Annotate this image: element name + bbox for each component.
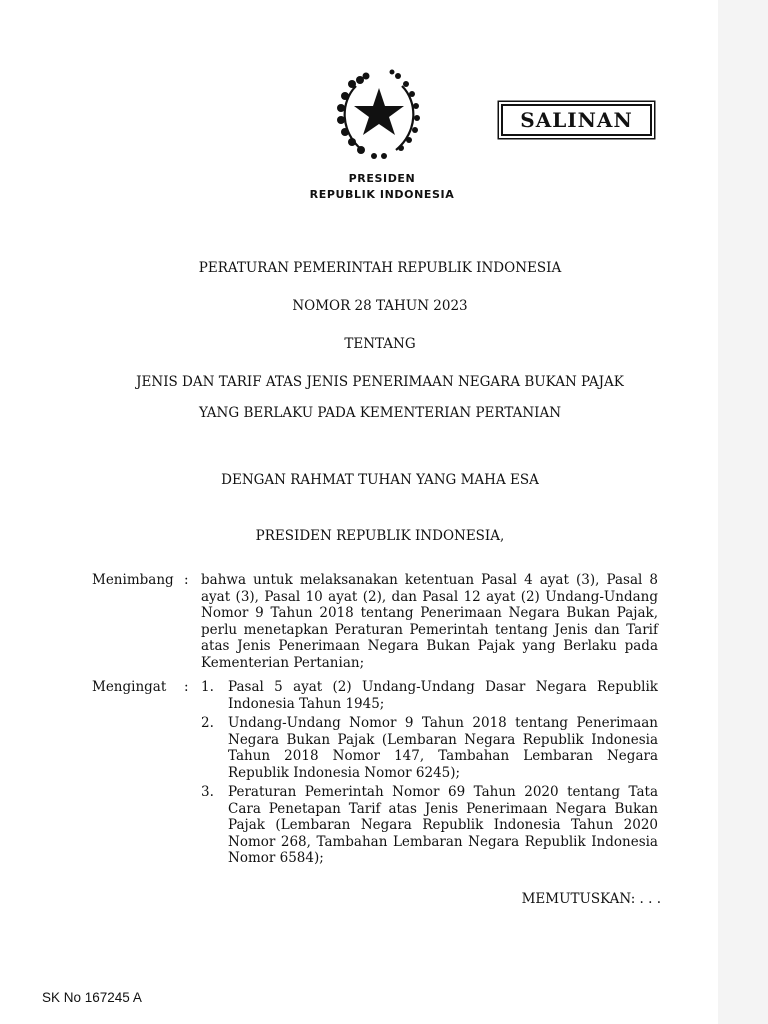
regulation-subject-line1: JENIS DAN TARIF ATAS JENIS PENERIMAAN NEGARA BUKAN PAJAK — [136, 374, 624, 390]
republik-indonesia-heading: REPUBLIK INDONESIA — [309, 188, 455, 201]
tentang-heading: TENTANG — [344, 336, 416, 352]
sk-number: SK No 167245 A — [42, 990, 142, 1005]
salinan-stamp: SALINAN — [501, 104, 652, 136]
regulation-number: NOMOR 28 TAHUN 2023 — [292, 298, 468, 314]
mengingat-item-text: Pasal 5 ayat (2) Undang-Undang Dasar Negara Republik Indonesia Tahun 1945; — [228, 679, 658, 712]
menimbang-colon: : — [184, 572, 189, 588]
mengingat-colon: : — [184, 679, 189, 695]
president-salutation: PRESIDEN REPUBLIK INDONESIA, — [255, 528, 505, 544]
garuda-star-emblem-icon — [326, 68, 432, 164]
regulation-title: PERATURAN PEMERINTAH REPUBLIK INDONESIA — [198, 260, 562, 276]
continuation-marker: MEMUTUSKAN: . . . — [521, 891, 661, 907]
invocation: DENGAN RAHMAT TUHAN YANG MAHA ESA — [221, 472, 539, 488]
mengingat-item-text: Undang-Undang Nomor 9 Tahun 2018 tentang Penerimaan Negara Bukan Pajak (Lembaran Negara Republik Indonesia Tahun 2018 Nomor 147, Tambahan Lembaran Negara Republik Indonesia Nomor 6245); — [228, 715, 658, 781]
menimbang-text: bahwa untuk melaksanakan ketentuan Pasal 4 ayat (3), Pasal 8 ayat (3), Pasal 10 ayat (2), dan Pasal 12 ayat (2) Undang-Undang Nomor 9 Tahun 2018 tentang Penerimaan Negara Bukan Pajak, perlu menetapkan Peraturan Pemerintah tentang Jenis dan Tarif atas Jenis Penerimaan Negara Bukan Pajak yang Berlaku pada Kementerian Pertanian; — [201, 572, 658, 671]
mengingat-item-number: 2. — [201, 715, 214, 731]
mengingat-item-number: 1. — [201, 679, 214, 695]
mengingat-item-text: Peraturan Pemerintah Nomor 69 Tahun 2020 tentang Tata Cara Penetapan Tarif atas Jenis Penerimaan Negara Bukan Pajak (Lembaran Negara Republik Indonesia Tahun 2020 Nomor 268, Tambahan Lembaran Negara Republik Indonesia Nomor 6584); — [228, 784, 658, 867]
presiden-heading: PRESIDEN — [348, 172, 416, 185]
page-margin-strip — [718, 0, 768, 1024]
regulation-subject-line2: YANG BERLAKU PADA KEMENTERIAN PERTANIAN — [198, 405, 562, 421]
mengingat-label: Mengingat — [92, 679, 167, 695]
menimbang-label: Menimbang — [92, 572, 174, 588]
mengingat-item-number: 3. — [201, 784, 214, 800]
